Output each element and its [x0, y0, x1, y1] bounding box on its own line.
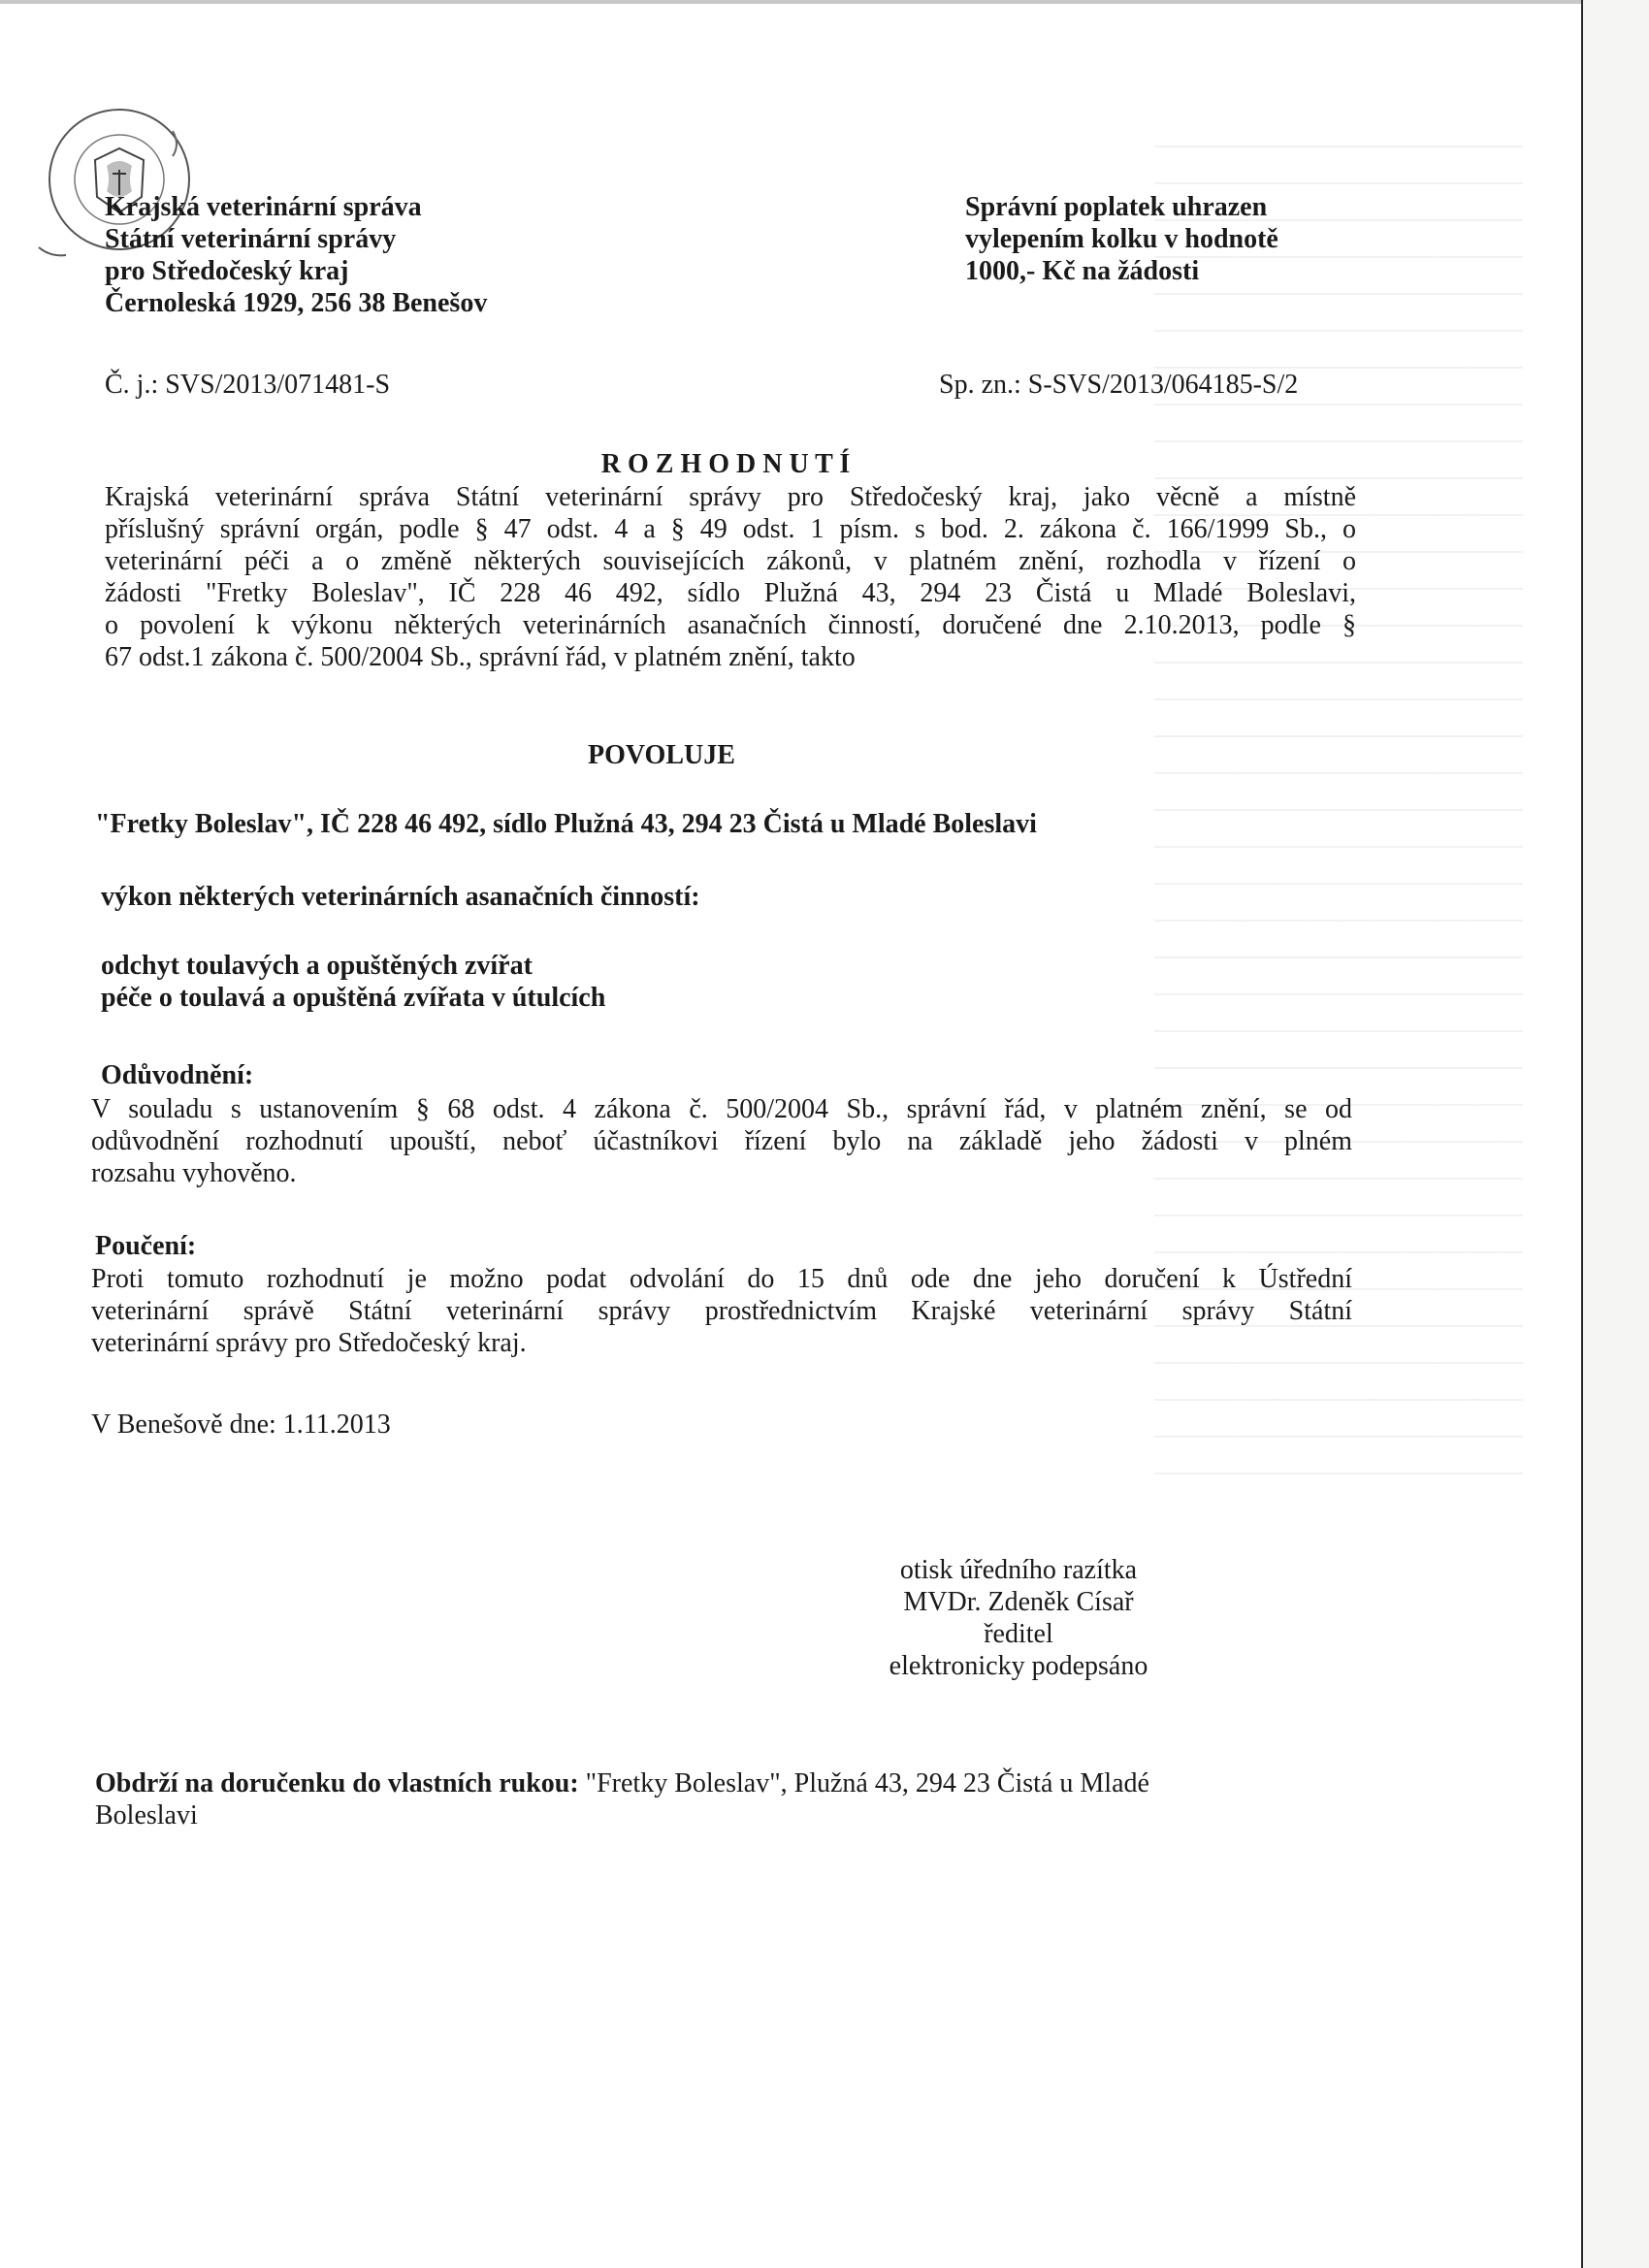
signature-block — [747, 1554, 1290, 1682]
signed-note: elektronicky podepsáno — [889, 1651, 1148, 1681]
reasoning-line: odůvodnění rozhodnutí upouští, neboť účastníkovi řízení bylo na základě jeho žádosti v plném — [91, 1126, 1352, 1156]
scan-top-edge — [0, 0, 1583, 4]
decision-title: R O Z H O D N U T Í — [600, 449, 851, 479]
issuer-line: Státní veterinární správy — [105, 224, 397, 254]
reasoning-line: V souladu s ustanovením § 68 odst. 4 zákona č. 500/2004 Sb., správní řád, v platném znění, se od — [91, 1094, 1352, 1124]
reasoning-line: rozsahu vyhověno. — [91, 1158, 297, 1188]
stamp-note: otisk úředního razítka — [899, 1555, 1138, 1585]
verdict: POVOLUJE — [588, 740, 735, 770]
activity-item: péče o toulavá a opuštěná zvířata v útulcích — [101, 983, 606, 1013]
activity-item: odchyt toulavých a opuštěných zvířat — [101, 951, 533, 981]
delivery-address-cont: Boleslavi — [95, 1800, 198, 1831]
issuer-line: Krajská veterinární správa — [105, 192, 422, 222]
instruction-body — [91, 1263, 1352, 1359]
instruction-line: veterinární správy pro Středočeský kraj. — [91, 1328, 527, 1358]
issuer-line: pro Středočeský kraj — [105, 256, 349, 286]
reference-number: Č. j.: SVS/2013/071481-S — [105, 370, 391, 400]
place-date: V Benešově dne: 1.11.2013 — [91, 1409, 391, 1440]
intro-line: o povolení k výkonu některých veterinárních asanačních činností, doručené dne 2.10.2013, podle § — [105, 610, 1356, 640]
delivery-label: Obdrží na doručenku do vlastních rukou: — [95, 1768, 579, 1798]
delivery-block — [95, 1767, 1375, 1831]
delivery-address: "Fretky Boleslav", Plužná 43, 294 23 Čistá u Mladé — [578, 1768, 1149, 1798]
fee-block — [965, 191, 1373, 287]
signatory-role: ředitel — [984, 1619, 1053, 1649]
reasoning-heading: Odůvodnění: — [101, 1060, 254, 1090]
fee-line: Správní poplatek uhrazen — [965, 192, 1268, 222]
reasoning-body — [91, 1093, 1352, 1189]
fee-line: 1000,- Kč na žádosti — [965, 256, 1200, 286]
instruction-line: veterinární správě Státní veterinární správy prostřednictvím Krajské veterinární správy Státní — [91, 1296, 1352, 1326]
activities-list — [101, 950, 974, 1014]
intro-line: žádosti "Fretky Boleslav", IČ 228 46 492, sídlo Plužná 43, 294 23 Čistá u Mladé Boleslavi, — [105, 578, 1356, 608]
decision-intro — [105, 481, 1356, 673]
fee-line: vylepením kolku v hodnotě — [965, 224, 1278, 254]
signatory-name: MVDr. Zdeněk Císař — [903, 1587, 1134, 1617]
scan-right-edge — [1581, 0, 1649, 2268]
issuer-address: Černoleská 1929, 256 38 Benešov — [105, 288, 488, 318]
intro-line: Krajská veterinární správa Státní veterinární správy pro Středočeský kraj, jako věcně a místně — [105, 482, 1356, 512]
activities-heading: výkon některých veterinárních asanačních činností: — [101, 882, 700, 912]
instruction-line: Proti tomuto rozhodnutí je možno podat odvolání do 15 dnů ode dne jeho doručení k Ústřední — [91, 1264, 1352, 1294]
intro-line: příslušný správní orgán, podle § 47 odst. 4 a § 49 odst. 1 písm. s bod. 2. zákona č. 166/1999 Sb., o — [105, 514, 1356, 544]
applicant: "Fretky Boleslav", IČ 228 46 492, sídlo Plužná 43, 294 23 Čistá u Mladé Boleslavi — [95, 809, 1037, 839]
issuer-block — [105, 191, 648, 319]
file-number: Sp. zn.: S-SVS/2013/064185-S/2 — [939, 370, 1299, 400]
intro-line: 67 odst.1 zákona č. 500/2004 Sb., správní řád, v platném znění, takto — [105, 642, 856, 672]
intro-line: veterinární péči a o změně některých souvisejících zákonů, v platném znění, rozhodla v řízení o — [105, 546, 1356, 576]
instruction-heading: Poučení: — [95, 1231, 197, 1261]
